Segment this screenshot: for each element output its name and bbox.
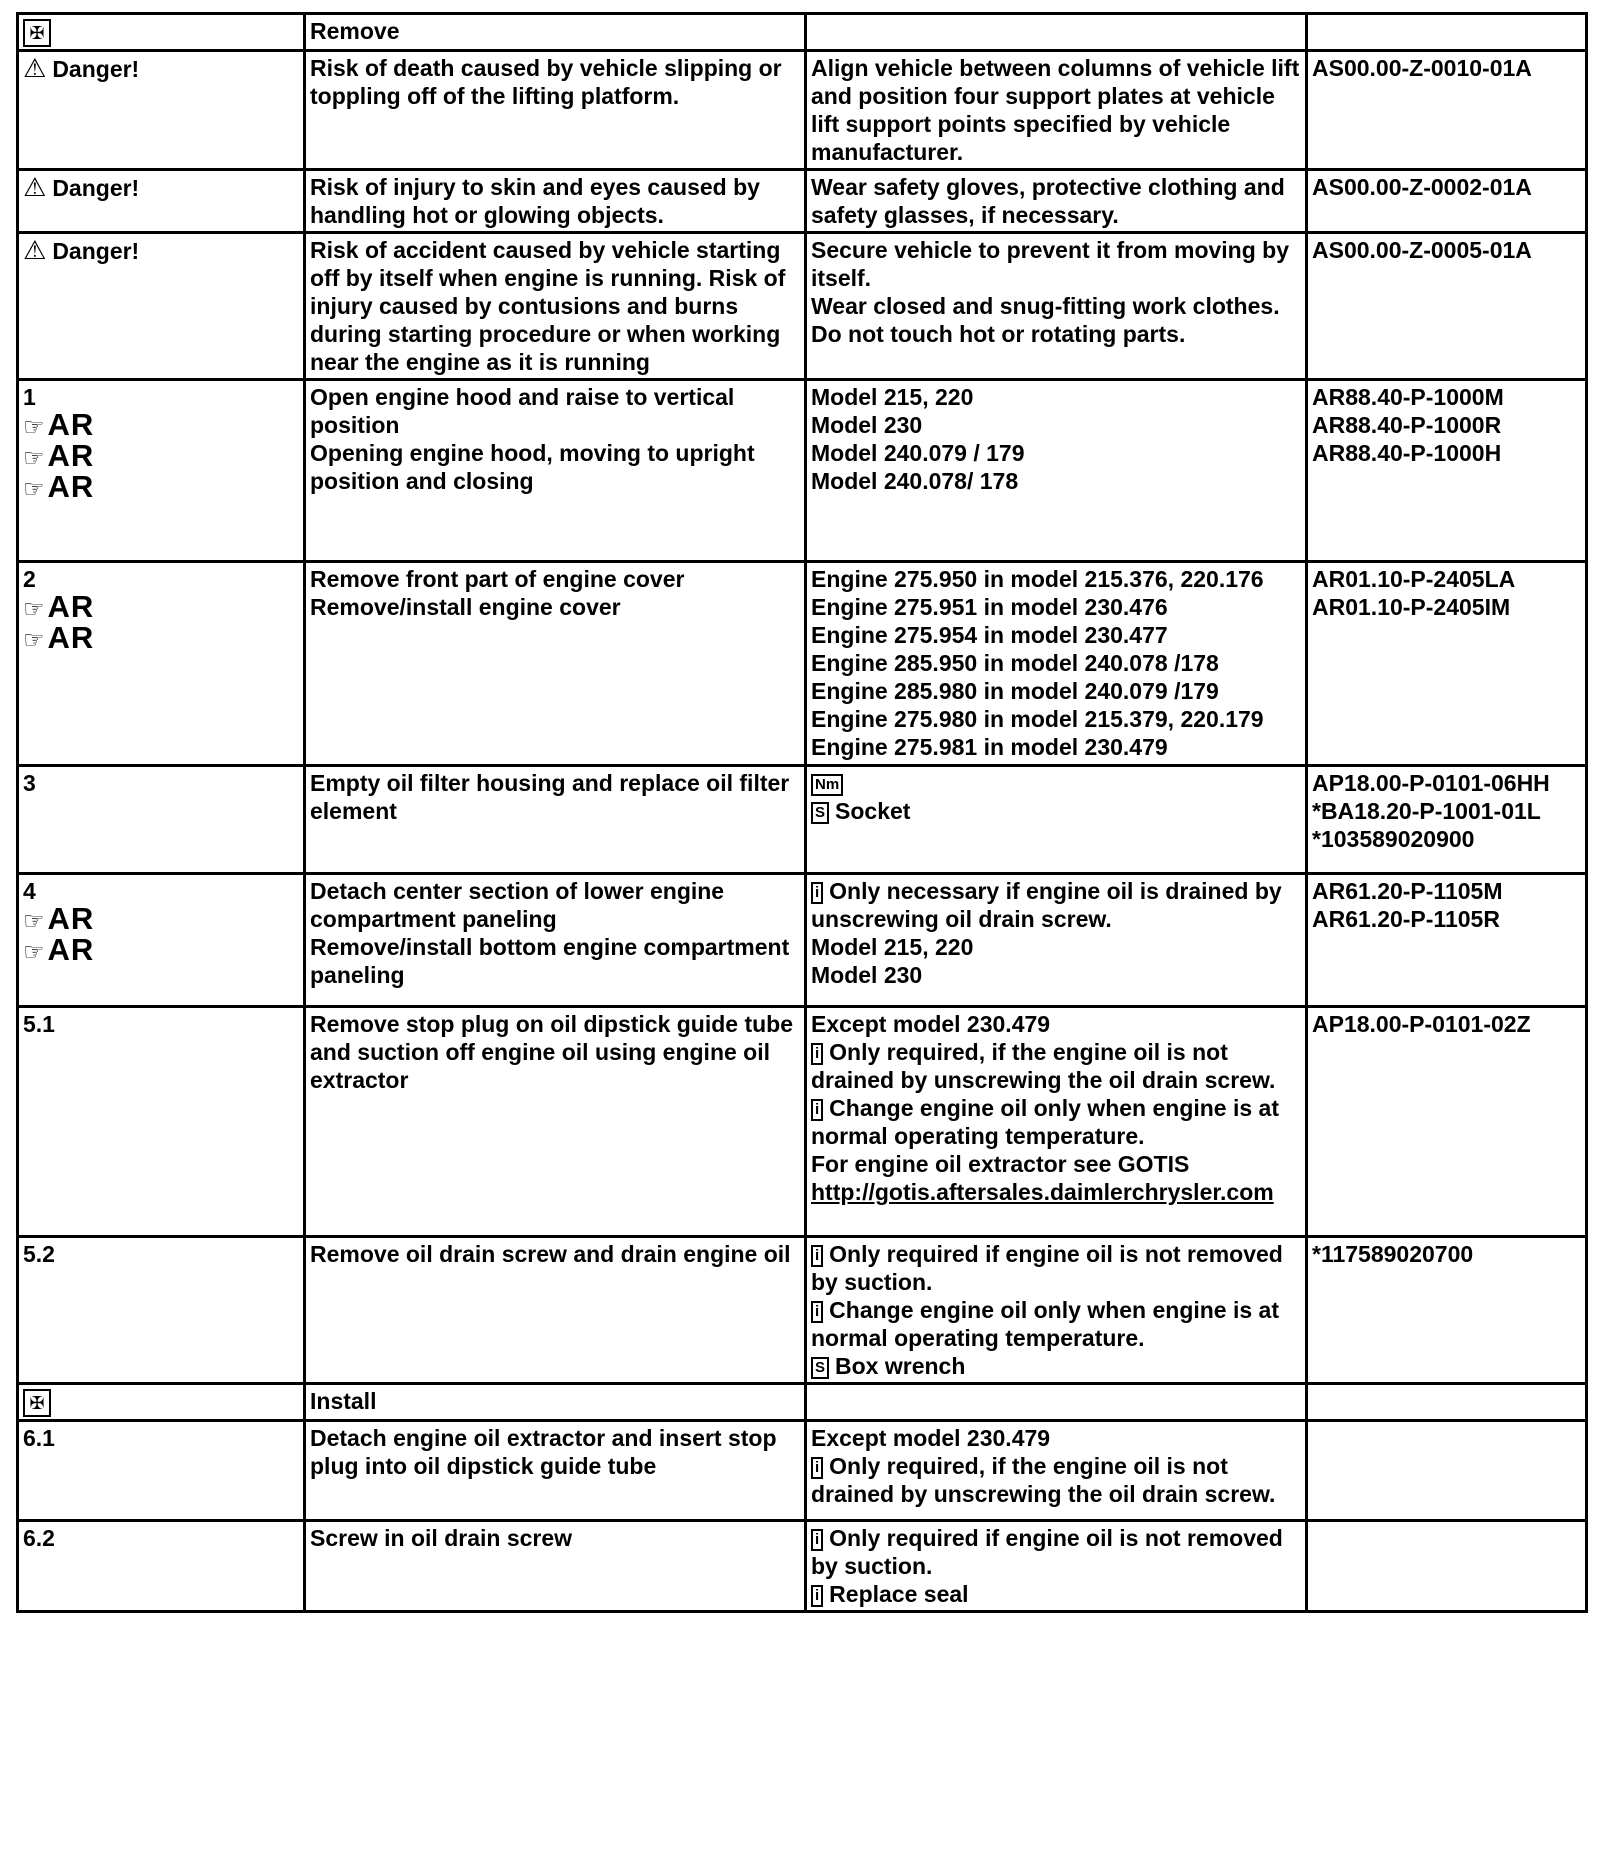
tool-note: S Box wrench bbox=[811, 1352, 1301, 1380]
cell-c4 bbox=[1307, 233, 1587, 380]
table-row bbox=[18, 766, 1587, 874]
cell-c2 bbox=[305, 874, 806, 1007]
cell-c2 bbox=[305, 14, 806, 51]
ar-reference: ☞AR bbox=[23, 407, 95, 442]
cell-c3 bbox=[806, 1421, 1307, 1521]
cell-text: Empty oil filter housing and replace oil filter element bbox=[310, 770, 790, 824]
info-note: i Only required if engine oil is not removed by suction. bbox=[811, 1525, 1283, 1579]
cell-text: Engine 275.950 in model 215.376, 220.176 bbox=[811, 566, 1264, 592]
cell-text: 2 bbox=[23, 566, 36, 592]
cell-text: AS00.00-Z-0005-01A bbox=[1312, 237, 1532, 263]
table-row bbox=[18, 1007, 1587, 1237]
cell-text: AR88.40-P-1000R bbox=[1312, 412, 1502, 438]
info-note: i Only required, if the engine oil is not drained by unscrewing the oil drain screw. bbox=[811, 1453, 1276, 1507]
table-row bbox=[18, 1237, 1587, 1384]
cell-c1 bbox=[18, 51, 305, 170]
info-note: i Change engine oil only when engine is at normal operating temperature. bbox=[811, 1297, 1280, 1351]
cell-text: AP18.00-P-0101-02Z bbox=[1312, 1011, 1531, 1037]
cell-c3 bbox=[806, 51, 1307, 170]
cell-text: *BA18.20-P-1001-01L bbox=[1312, 798, 1541, 824]
cell-c2 bbox=[305, 233, 806, 380]
cell-c2 bbox=[305, 51, 806, 170]
cell-c1 bbox=[18, 1007, 305, 1237]
cell-c2 bbox=[305, 1007, 806, 1237]
cell-c1 bbox=[18, 14, 305, 51]
torque-note bbox=[811, 769, 1301, 797]
cell-text: Install bbox=[310, 1388, 377, 1414]
cell-c2 bbox=[305, 1421, 806, 1521]
cell-text: AR61.20-P-1105M bbox=[1312, 878, 1503, 904]
cell-c1 bbox=[18, 562, 305, 766]
cell-c3 bbox=[806, 562, 1307, 766]
cell-text: Remove oil drain screw and drain engine oil bbox=[310, 1241, 791, 1267]
cell-text: 5.1 bbox=[23, 1011, 55, 1037]
cell-c4 bbox=[1307, 766, 1587, 874]
tool-icon: S bbox=[811, 1357, 829, 1379]
table-row bbox=[18, 14, 1587, 51]
cell-c4 bbox=[1307, 874, 1587, 1007]
cell-c2 bbox=[305, 1384, 806, 1421]
tool-icon: S bbox=[811, 802, 829, 824]
cell-text: Opening engine hood, moving to upright position and closing bbox=[310, 440, 755, 494]
cell-text: 3 bbox=[23, 770, 36, 796]
cell-text: AS00.00-Z-0002-01A bbox=[1312, 174, 1532, 200]
info-icon: i bbox=[811, 1301, 823, 1323]
cell-text: 6.2 bbox=[23, 1525, 55, 1551]
cell-c2 bbox=[305, 1521, 806, 1612]
cell-c1 bbox=[18, 170, 305, 233]
table-row bbox=[18, 562, 1587, 766]
cell-text: Model 230 bbox=[811, 412, 923, 438]
cell-text: Model 215, 220 bbox=[811, 384, 974, 410]
cell-c4 bbox=[1307, 1007, 1587, 1237]
pointing-hand-icon: ☞ bbox=[23, 908, 46, 935]
cell-text: Risk of accident caused by vehicle starting off by itself when engine is running. Risk of injury caused by contusions and burns during starting procedure or when working near the engine as it is running bbox=[310, 237, 786, 375]
cell-c4 bbox=[1307, 1521, 1587, 1612]
cell-text: Detach center section of lower engine compartment paneling bbox=[310, 878, 725, 932]
cell-text: Risk of death caused by vehicle slipping or toppling off of the lifting platform. bbox=[310, 55, 782, 109]
procedure-table bbox=[16, 12, 1588, 1613]
table-row bbox=[18, 233, 1587, 380]
cell-c3 bbox=[806, 170, 1307, 233]
table-row bbox=[18, 170, 1587, 233]
cell-text: AR88.40-P-1000H bbox=[1312, 440, 1502, 466]
info-icon: i bbox=[811, 882, 823, 904]
cell-text: Do not touch hot or rotating parts. bbox=[811, 321, 1186, 347]
cell-text: Model 230 bbox=[811, 962, 923, 988]
cell-c1 bbox=[18, 380, 305, 562]
cell-text: 1 bbox=[23, 384, 36, 410]
cell-c2 bbox=[305, 170, 806, 233]
ar-reference: ☞AR bbox=[23, 901, 95, 936]
pointing-hand-icon: ☞ bbox=[23, 445, 46, 472]
gotis-link[interactable]: http://gotis.aftersales.daimlerchrysler.com bbox=[811, 1179, 1274, 1205]
cell-c1 bbox=[18, 1521, 305, 1612]
cell-text: AR01.10-P-2405IM bbox=[1312, 594, 1511, 620]
cell-text: Engine 275.954 in model 230.477 bbox=[811, 622, 1168, 648]
ar-reference: ☞AR bbox=[23, 620, 95, 655]
cell-text: Except model 230.479 bbox=[811, 1425, 1051, 1451]
cell-text: Detach engine oil extractor and insert stop plug into oil dipstick guide tube bbox=[310, 1425, 777, 1479]
cell-text: 4 bbox=[23, 878, 36, 904]
cell-text: Remove bbox=[310, 18, 400, 44]
cell-c4 bbox=[1307, 170, 1587, 233]
table-row bbox=[18, 874, 1587, 1007]
cell-text: Screw in oil drain screw bbox=[310, 1525, 573, 1551]
warning-icon: ⚠ bbox=[23, 53, 47, 83]
cell-text: Engine 275.951 in model 230.476 bbox=[811, 594, 1168, 620]
cell-text: Engine 285.950 in model 240.078 /178 bbox=[811, 650, 1219, 676]
cell-text: Wear closed and snug-fitting work clothes. bbox=[811, 293, 1280, 319]
info-icon: i bbox=[811, 1099, 823, 1121]
cell-text: Model 240.079 / 179 bbox=[811, 440, 1025, 466]
danger-label: ⚠ Danger! bbox=[23, 53, 140, 83]
cell-c4 bbox=[1307, 1421, 1587, 1521]
info-icon: i bbox=[811, 1043, 823, 1065]
nm-icon: Nm bbox=[811, 774, 843, 796]
cell-text: Secure vehicle to prevent it from moving by itself. bbox=[811, 237, 1290, 291]
cell-c3 bbox=[806, 1007, 1307, 1237]
warning-icon: ⚠ bbox=[23, 235, 47, 265]
pointing-hand-icon: ☞ bbox=[23, 939, 46, 966]
cell-c1 bbox=[18, 1237, 305, 1384]
table-row bbox=[18, 380, 1587, 562]
section-icon: ✠ bbox=[23, 17, 299, 47]
cell-text: Except model 230.479 bbox=[811, 1011, 1051, 1037]
section-icon: ✠ bbox=[23, 1387, 299, 1417]
cell-c1 bbox=[18, 874, 305, 1007]
cell-text: AS00.00-Z-0010-01A bbox=[1312, 55, 1532, 81]
cell-c3 bbox=[806, 874, 1307, 1007]
cell-c3 bbox=[806, 14, 1307, 51]
cell-text: AR88.40-P-1000M bbox=[1312, 384, 1504, 410]
table-row bbox=[18, 1521, 1587, 1612]
table-row bbox=[18, 1421, 1587, 1521]
cell-text: AR01.10-P-2405LA bbox=[1312, 566, 1516, 592]
cell-text: Engine 275.981 in model 230.479 bbox=[811, 734, 1168, 760]
cell-text: For engine oil extractor see GOTIS bbox=[811, 1151, 1190, 1177]
cell-text: Model 240.078/ 178 bbox=[811, 468, 1019, 494]
cell-c4 bbox=[1307, 380, 1587, 562]
info-note: i Change engine oil only when engine is at normal operating temperature. bbox=[811, 1095, 1280, 1149]
cell-c1 bbox=[18, 1384, 305, 1421]
pointing-hand-icon: ☞ bbox=[23, 414, 46, 441]
cell-text: Risk of injury to skin and eyes caused by handling hot or glowing objects. bbox=[310, 174, 760, 228]
cell-c1 bbox=[18, 766, 305, 874]
table-row bbox=[18, 51, 1587, 170]
cell-c4 bbox=[1307, 14, 1587, 51]
cell-c3 bbox=[806, 1237, 1307, 1384]
cell-text: AP18.00-P-0101-06HH bbox=[1312, 770, 1550, 796]
cell-text: AR61.20-P-1105R bbox=[1312, 906, 1500, 932]
cell-c2 bbox=[305, 766, 806, 874]
info-note: i Only required, if the engine oil is not drained by unscrewing the oil drain screw. bbox=[811, 1039, 1276, 1093]
cell-c4 bbox=[1307, 51, 1587, 170]
cell-c3 bbox=[806, 380, 1307, 562]
cell-text: Remove front part of engine cover bbox=[310, 566, 685, 592]
cell-text: *103589020900 bbox=[1312, 826, 1475, 852]
info-icon: i bbox=[811, 1529, 823, 1551]
cell-text: Remove stop plug on oil dipstick guide tube and suction off engine oil using engine oil extractor bbox=[310, 1011, 794, 1093]
info-icon: i bbox=[811, 1245, 823, 1267]
cell-c1 bbox=[18, 233, 305, 380]
cell-c1 bbox=[18, 1421, 305, 1521]
warning-icon: ⚠ bbox=[23, 172, 47, 202]
cell-c2 bbox=[305, 562, 806, 766]
cell-c3 bbox=[806, 1521, 1307, 1612]
cell-c3 bbox=[806, 1384, 1307, 1421]
procedure-body bbox=[18, 14, 1587, 1612]
cell-text: Open engine hood and raise to vertical position bbox=[310, 384, 735, 438]
info-note: i Replace seal bbox=[811, 1580, 1301, 1608]
cell-text: Wear safety gloves, protective clothing and safety glasses, if necessary. bbox=[811, 174, 1285, 228]
cell-text: Remove/install bottom engine compartment paneling bbox=[310, 934, 790, 988]
cell-c4 bbox=[1307, 1384, 1587, 1421]
cell-text: 5.2 bbox=[23, 1241, 55, 1267]
info-icon: i bbox=[811, 1585, 823, 1607]
cell-text: Remove/install engine cover bbox=[310, 594, 621, 620]
ar-reference: ☞AR bbox=[23, 469, 95, 504]
cell-c2 bbox=[305, 380, 806, 562]
pointing-hand-icon: ☞ bbox=[23, 596, 46, 623]
cell-text: Align vehicle between columns of vehicle lift and position four support plates at vehicle lift support points specified by vehicle manufacturer. bbox=[811, 55, 1300, 165]
pointing-hand-icon: ☞ bbox=[23, 627, 46, 654]
cell-text: 6.1 bbox=[23, 1425, 55, 1451]
ar-reference: ☞AR bbox=[23, 589, 95, 624]
cell-text: *117589020700 bbox=[1312, 1241, 1474, 1267]
cell-c4 bbox=[1307, 1237, 1587, 1384]
cell-text: Engine 285.980 in model 240.079 /179 bbox=[811, 678, 1219, 704]
cell-text: Engine 275.980 in model 215.379, 220.179 bbox=[811, 706, 1264, 732]
danger-label: ⚠ Danger! bbox=[23, 172, 140, 202]
info-icon: i bbox=[811, 1457, 823, 1479]
cell-c4 bbox=[1307, 562, 1587, 766]
danger-label: ⚠ Danger! bbox=[23, 235, 140, 265]
cell-text: Model 215, 220 bbox=[811, 934, 974, 960]
tool-note: S Socket bbox=[811, 797, 1301, 825]
cell-c3 bbox=[806, 233, 1307, 380]
cell-c2 bbox=[305, 1237, 806, 1384]
pointing-hand-icon: ☞ bbox=[23, 476, 46, 503]
info-note: i Only necessary if engine oil is drained by unscrewing oil drain screw. bbox=[811, 878, 1282, 932]
cell-c3 bbox=[806, 766, 1307, 874]
table-row bbox=[18, 1384, 1587, 1421]
ar-reference: ☞AR bbox=[23, 932, 95, 967]
ar-reference: ☞AR bbox=[23, 438, 95, 473]
info-note: i Only required if engine oil is not removed by suction. bbox=[811, 1241, 1283, 1295]
